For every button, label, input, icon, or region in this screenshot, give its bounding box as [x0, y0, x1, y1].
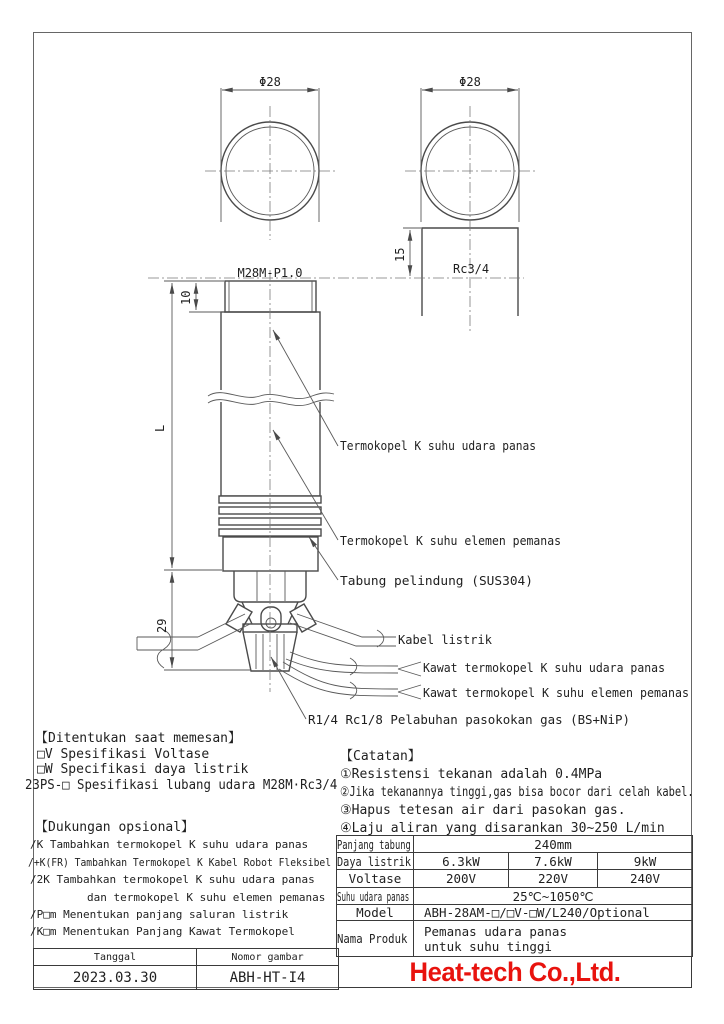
table-row	[337, 870, 693, 888]
table-row	[34, 949, 339, 966]
dim-10-text: 10	[179, 290, 193, 305]
note-item: ②Jika tekanannya tinggi,gas bisa bocor dari celah kabel.	[340, 785, 694, 800]
dim-29-text: 29	[155, 618, 169, 633]
dimension-L	[153, 283, 222, 570]
spec-label: Voltase	[337, 870, 414, 888]
thermocouple-wires	[279, 652, 421, 699]
date-label: Tanggal	[34, 949, 197, 966]
dimension-15	[393, 228, 421, 276]
heater-body	[208, 312, 334, 496]
table-row	[337, 853, 693, 870]
label-wire-heater: Kawat termokopel K suhu elemen pemanas	[423, 686, 689, 700]
center-lines	[148, 106, 535, 692]
optional-item: dan termokopel K suhu elemen pemanas	[87, 890, 326, 904]
optional-item: /P□m Menentukan panjang saluran listrik	[30, 907, 289, 921]
hex-flange	[223, 537, 318, 602]
spec-label: Suhu udara panas	[337, 888, 410, 904]
thread-section	[225, 281, 316, 312]
order-section	[25, 731, 354, 793]
product-name-line: Pemanas udara panas	[424, 923, 567, 939]
port-label: Rc3/4	[453, 262, 490, 276]
company-logo: Heat-tech Co.,Ltd.	[409, 956, 621, 987]
label-thermocouple-air: Termokopel K suhu udara panas	[340, 439, 536, 453]
table-row	[34, 966, 339, 990]
note-item: ①Resistensi tekanan adalah 0.4MPa	[340, 767, 603, 782]
spec-label: Panjang tabung	[337, 836, 411, 852]
dim-L-text: L	[153, 424, 167, 432]
drawing-number-value: ABH-HT-I4	[197, 966, 339, 990]
gas-manifold	[226, 602, 316, 671]
table-row	[337, 905, 693, 921]
table-row	[337, 888, 693, 905]
spec-value: 220V	[509, 870, 598, 888]
thread-label: M28M-P1.0	[237, 266, 303, 280]
optional-item: /K□m Menentukan Panjang Kawat Termokopel	[30, 925, 295, 939]
product-name-line: untuk suhu tinggi	[424, 938, 552, 954]
title-block	[33, 948, 339, 990]
drawing-number-label: Nomor gambar	[197, 949, 339, 966]
note-item: ④Laju aliran yang disarankan 30~250 L/min	[340, 821, 665, 836]
spec-value: ABH-28AM-□/□V-□W/L240/Optional	[414, 905, 693, 921]
notes-section-title: 【Catatan】	[340, 749, 421, 764]
spec-value: 200V	[414, 870, 509, 888]
label-power-cable: Kabel listrik	[398, 633, 492, 647]
label-thermocouple-heater: Termokopel K suhu elemen pemanas	[340, 534, 561, 548]
spec-label: Nama Produk	[337, 931, 408, 946]
optional-item: /+K(FR) Tambahkan Termokopel K Kabel Robot Fleksibel	[28, 855, 332, 869]
table-row	[337, 921, 693, 957]
spec-value: 240V	[598, 870, 693, 888]
order-section-title: 【Ditentukan saat memesan】	[35, 731, 242, 746]
logo-box	[338, 956, 692, 988]
optional-section	[27, 819, 372, 941]
dim-15-text: 15	[393, 247, 407, 262]
spec-value: 7.6kW	[509, 853, 598, 870]
table-row	[337, 836, 693, 853]
order-item: □V Spesifikasi Voltase	[37, 746, 210, 762]
dim-phi-left-text: Φ28	[259, 75, 281, 89]
date-value: 2023.03.30	[34, 966, 197, 990]
dimension-10	[164, 281, 224, 312]
spec-value: 240mm	[414, 836, 693, 853]
spec-value: 25℃~1050℃	[414, 888, 693, 905]
optional-item: /K Tambahkan termokopel K suhu udara panas	[30, 838, 309, 852]
optional-item: /2K Tambahkan termokopel K suhu udara panas	[30, 873, 315, 887]
notes-section	[340, 748, 724, 838]
note-item: ③Hapus tetesan air dari pasokan gas.	[340, 803, 626, 818]
spec-table	[336, 835, 693, 957]
spec-value: 6.3kW	[414, 853, 509, 870]
optional-section-title: 【Dukungan opsional】	[35, 820, 195, 835]
order-item: □W Specifikasi daya listrik	[37, 762, 249, 777]
spec-label: Daya listrik	[337, 853, 412, 869]
label-wire-air: Kawat termokopel K suhu udara panas	[423, 661, 665, 675]
dim-phi-right-text: Φ28	[459, 75, 481, 89]
spec-label: Model	[337, 905, 414, 921]
label-protective-tube: Tabung pelindung (SUS304)	[340, 574, 533, 588]
spec-value: 9kW	[598, 853, 693, 870]
order-item: 23PS-□ Spesifikasi lubang udara M28M·Rc3/4	[25, 777, 338, 793]
label-gas-port: R1/4 Rc1/8 Pelabuhan pasokokan gas (BS+NiP)	[308, 713, 630, 727]
